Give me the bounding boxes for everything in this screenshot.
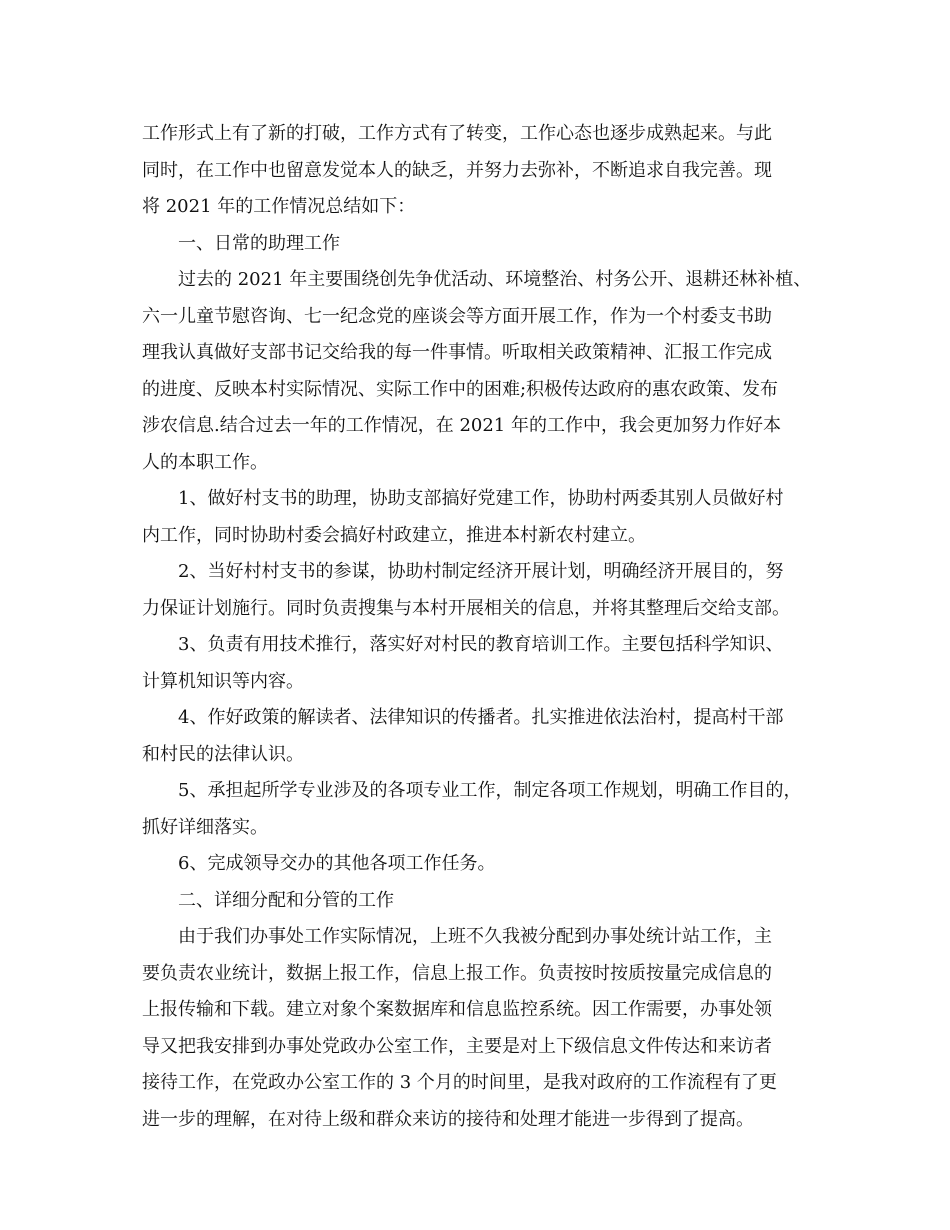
- text-line: 导又把我安排到办事处党政办公室工作，主要是对上下级信息文件传达和来访者: [142, 1035, 772, 1057]
- text-line: 过去的 2021 年主要围绕创先争优活动、环境整治、村务公开、退耕还林补植、: [178, 269, 812, 290]
- text-line: 计算机知识等内容。: [142, 670, 304, 692]
- text-line: 要负责农业统计，数据上报工作，信息上报工作。负责按时按质按量完成信息的: [142, 962, 772, 984]
- text-line: 六一儿童节慰咨询、七一纪念党的座谈会等方面开展工作，作为一个村委支书助: [142, 305, 772, 327]
- text-line: 由于我们办事处工作实际情况，上班不久我被分配到办事处统计站工作，主: [178, 926, 772, 947]
- document-body: [142, 116, 812, 1138]
- text-line: 人的本职工作。: [142, 451, 268, 473]
- list-item: 4、作好政策的解读者、法律知识的传播者。扎实推进依法治村，提高村干部: [178, 707, 784, 728]
- text-line: 工作形式上有了新的打破，工作方式有了转变，工作心态也逐步成熟起来。与此: [142, 123, 772, 144]
- text-line: 将 2021 年的工作情况总结如下：: [142, 196, 416, 217]
- section-heading: 一、日常的助理工作: [178, 232, 340, 254]
- text-line: 抓好详细落实。: [142, 816, 268, 838]
- text-line: 同时，在工作中也留意发觉本人的缺乏，并努力去弥补，不断追求自我完善。现: [142, 159, 772, 181]
- text-line: 进一步的理解，在对待上级和群众来访的接待和处理才能进一步得到了提高。: [142, 1108, 754, 1130]
- section-heading: 二、详细分配和分管的工作: [178, 889, 394, 911]
- list-item: 6、完成领导交办的其他各项工作任务。: [178, 853, 496, 874]
- text-line: 上报传输和下载。建立对象个案数据库和信息监控系统。因工作需要，办事处领: [142, 999, 772, 1020]
- list-item: 2、当好村村支书的参谋，协助村制定经济开展计划，明确经济开展目的，努: [178, 561, 784, 582]
- list-item: 1、做好村支书的助理，协助支部搞好党建工作，协助村两委其别人员做好村: [178, 488, 784, 509]
- text-line: 力保证计划施行。同时负责搜集与本村开展相关的信息，并将其整理后交给支部。: [142, 597, 790, 619]
- text-line: 涉农信息.结合过去一年的工作情况，在 2021 年的工作中，我会更加努力作好本: [142, 415, 781, 436]
- text-line: 的进度、反映本村实际情况、实际工作中的困难;积极传达政府的惠农政策、发布: [142, 378, 779, 400]
- list-item: 5、承担起所学专业涉及的各项专业工作，制定各项工作规划，明确工作目的，: [178, 780, 802, 801]
- text-line: 接待工作，在党政办公室工作的 3 个月的时间里，是我对政府的工作流程有了更: [142, 1072, 777, 1093]
- text-line: 和村民的法律认识。: [142, 743, 304, 765]
- text-line: 理我认真做好支部书记交给我的每一件事情。听取相关政策精神、汇报工作完成: [142, 342, 772, 363]
- text-line: 内工作，同时协助村委会搞好村政建立，推进本村新农村建立。: [142, 524, 646, 546]
- list-item: 3、负责有用技术推行，落实好对村民的教育培训工作。主要包括科学知识、: [178, 634, 784, 655]
